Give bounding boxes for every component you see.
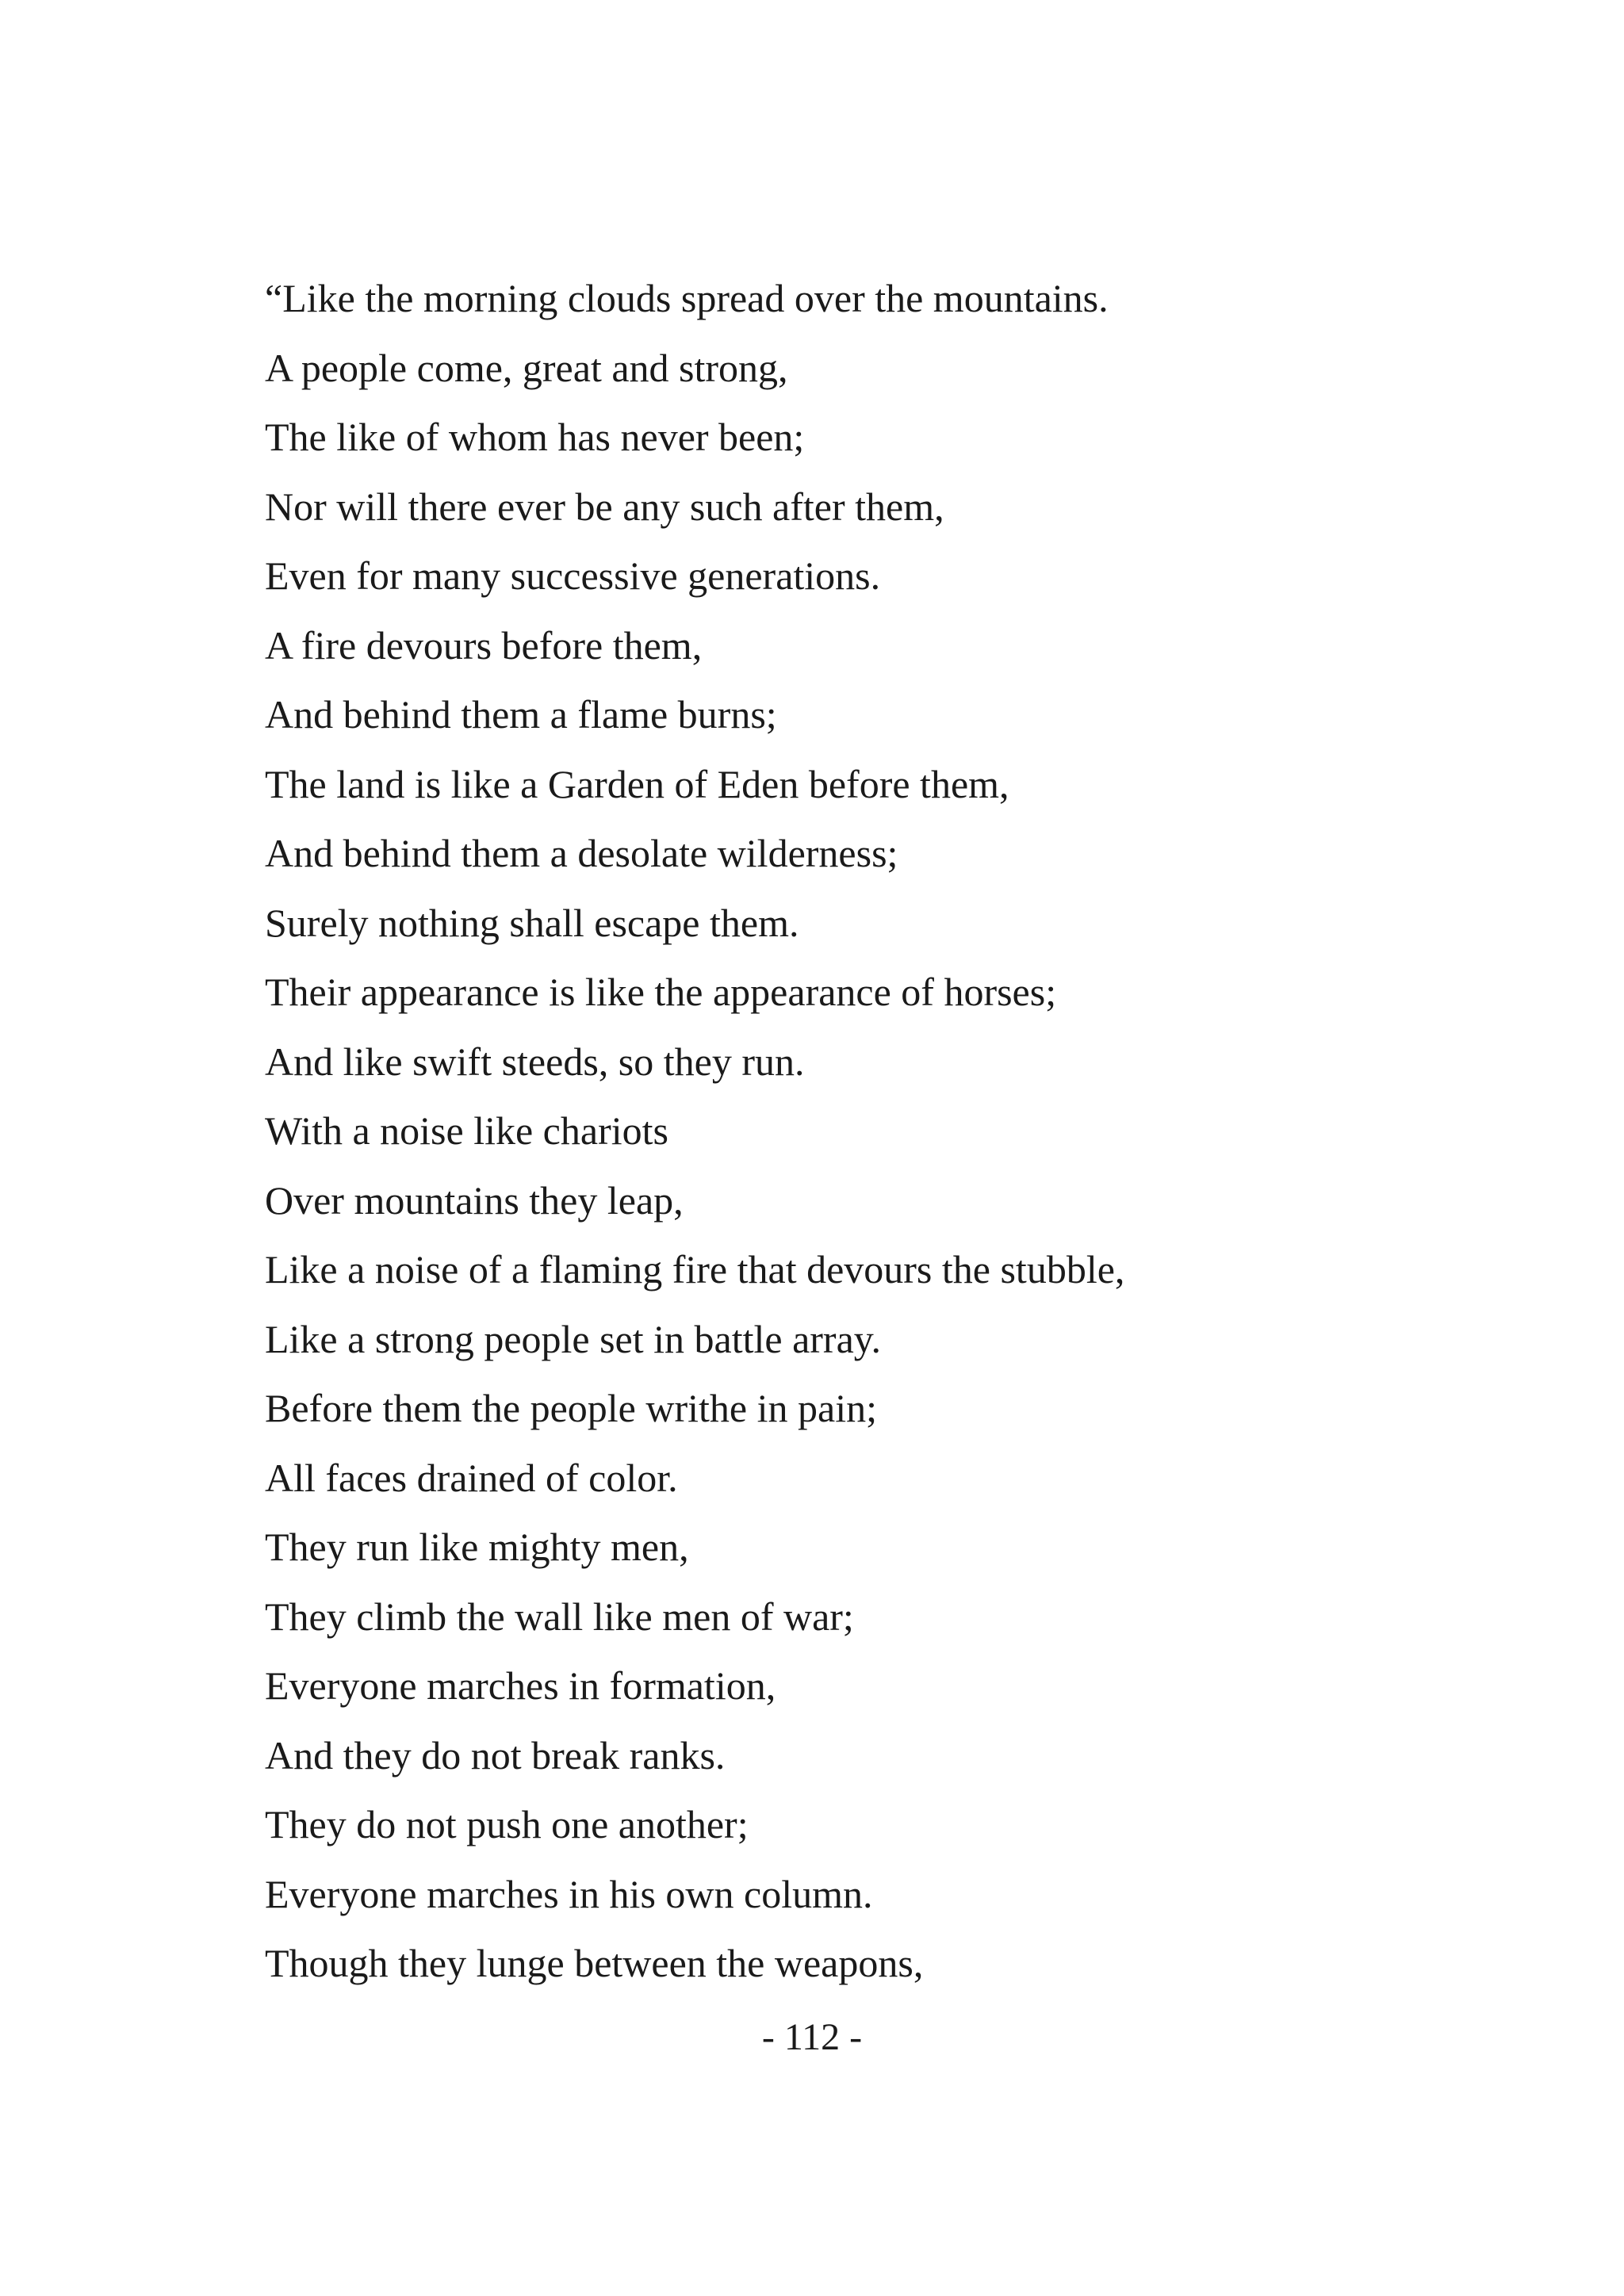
page-number: - 112 - — [761, 2016, 863, 2058]
poem-line: The land is like a Garden of Eden before them, — [265, 761, 1009, 806]
poem-line: Nor will there ever be any such after them, — [265, 484, 944, 529]
poem-line: They do not push one another; — [265, 1802, 749, 1846]
poem-line: Before them the people writhe in pain; — [265, 1386, 877, 1430]
poem-line: Everyone marches in formation, — [265, 1663, 776, 1708]
poem-line: With a noise like chariots — [265, 1108, 668, 1153]
poem-line: All faces drained of color. — [265, 1455, 678, 1500]
poem-line: And behind them a desolate wilderness; — [265, 831, 898, 875]
poem-line: The like of whom has never been; — [265, 415, 805, 459]
poem-line: Everyone marches in his own column. — [265, 1871, 873, 1916]
poem-line: A people come, great and strong, — [265, 345, 788, 390]
poem-line: A fire devours before them, — [265, 622, 703, 668]
poem-line: They climb the wall like men of war; — [265, 1594, 854, 1639]
poem-line: Surely nothing shall escape them. — [265, 900, 799, 945]
poem-line: Even for many successive generations. — [265, 553, 881, 598]
poem-line: And behind them a flame burns; — [265, 692, 777, 737]
poem-line: And they do not break ranks. — [265, 1732, 726, 1777]
poem-line: Like a strong people set in battle array. — [265, 1316, 882, 1361]
poem-line: “Like the morning clouds spread over the mountains. — [265, 276, 1109, 320]
poem-line: And like swift steeds, so they run. — [265, 1039, 805, 1084]
poem-line: Though they lunge between the weapons, — [265, 1941, 924, 1985]
poem-text — [265, 264, 1502, 1999]
poem-line: Their appearance is like the appearance of horses; — [265, 970, 1057, 1014]
poem-line: Over mountains they leap, — [265, 1177, 684, 1223]
poem-line: Like a noise of a flaming fire that devours the stubble, — [265, 1247, 1125, 1292]
poem-line: They run like mighty men, — [265, 1525, 689, 1569]
